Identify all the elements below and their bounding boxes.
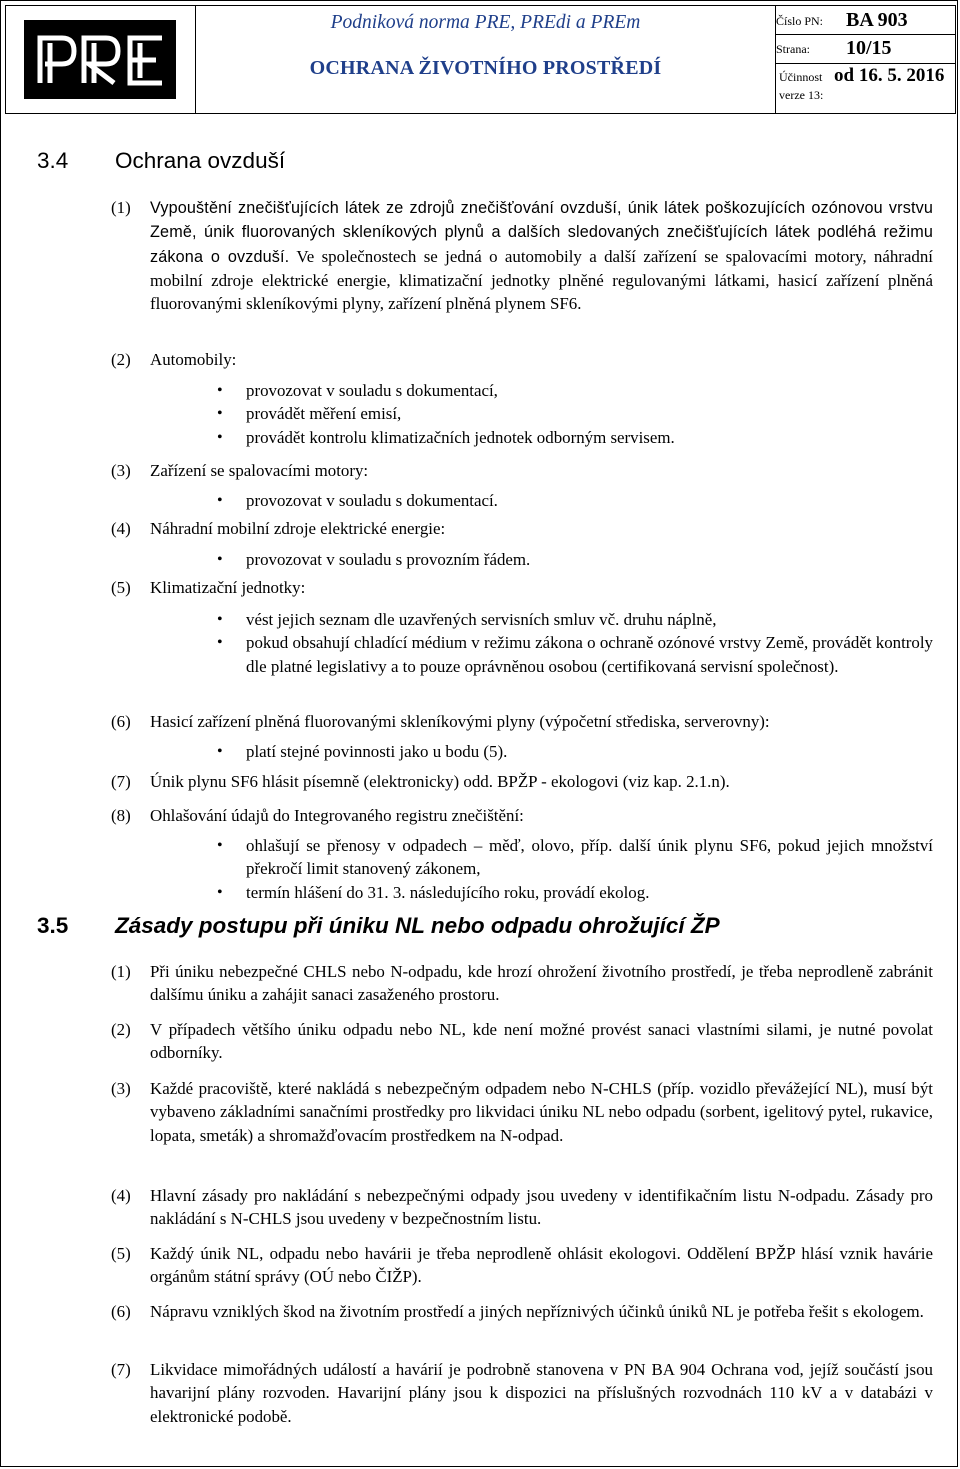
- effective-date-label: Účinnost: [779, 70, 823, 84]
- metadata-cell: [776, 6, 955, 113]
- list-item: • provozovat v souladu s dokumentací.: [211, 489, 933, 512]
- paragraph-text: Ohlašování údajů do Integrovaného registru znečištění:: [150, 806, 524, 825]
- section-title: Ochrana ovzduší: [115, 148, 286, 173]
- document-number-value: BA 903: [846, 9, 908, 31]
- paragraph-text: Zařízení se spalovacími motory:: [150, 461, 369, 480]
- title-cell: [196, 6, 776, 113]
- version-label: verze 13:: [779, 88, 824, 102]
- version-row: [779, 88, 955, 108]
- paragraph-text: Každé pracoviště, které nakládá s nebezpečným odpadem nebo N-CHLS (příp. vozidlo převážející NL), musí být vybaveno základními sanačními prostředky pro likvidaci úniku NL nebo odpadu (sorbent, igelitový pytel, rukavice, lopata, smeták) a shromažďovacím prostředkem na N-odpad.: [150, 1079, 933, 1145]
- paragraph-text: Likvidace mimořádných událostí a havárií je podrobně stanovena v PN BA 904 Ochrana vod, jejíž součástí jsou havarijní plány rozvoden. Havarijní plány jsou k dispozici na příslušných rozvodnách 110 kV a v databázi v elektronické podobě.: [150, 1360, 933, 1426]
- bullet-list-air-conditioning: [211, 608, 933, 678]
- paragraph-number: (4): [111, 519, 131, 538]
- bullet-list-combustion-devices: [211, 489, 933, 512]
- effective-date-value: od 16. 5. 2016: [834, 65, 945, 86]
- section-heading-3-5: [37, 913, 720, 939]
- page-number-value: 10/15: [846, 37, 892, 59]
- section-title: Zásady postupu při úniku NL nebo odpadu ohrožující ŽP: [115, 913, 720, 938]
- paragraph-number: (3): [111, 461, 131, 480]
- list-item: • termín hlášení do 31. 3. následujícího roku, provádí ekolog.: [211, 881, 933, 904]
- paragraph-number: (8): [111, 806, 131, 825]
- paragraph-number: (1): [111, 198, 131, 217]
- paragraph-number: (2): [111, 1020, 131, 1039]
- list-item: • vést jejich seznam dle uzavřených servisních smluv vč. druhu náplně,: [211, 608, 933, 631]
- paragraph-3-4-8: [111, 804, 933, 827]
- paragraph-text-sans: Vypouštění znečišťujících látek ze zdrojů znečišťování ovzduší, únik látek poškozujících ozónovou vrstvu Země, únik fluorovaných skleníkových plynů a dalších sledovaných znečišťujících látek podléhá režimu zákona o ovzduší.: [150, 199, 933, 266]
- bullet-list-power-sources: [211, 548, 933, 571]
- paragraph-3-4-1: [111, 196, 933, 315]
- paragraph-3-5-4: [111, 1184, 933, 1231]
- paragraph-number: (5): [111, 1244, 131, 1263]
- paragraph-number: (7): [111, 772, 131, 791]
- document-header: [5, 5, 956, 114]
- paragraph-text: Únik plynu SF6 hlásit písemně (elektronicky) odd. BPŽP - ekologovi (viz kap. 2.1.n).: [150, 772, 730, 791]
- paragraph-text: Klimatizační jednotky:: [150, 578, 306, 597]
- paragraph-text: Hlavní zásady pro nakládání s nebezpečnými odpady jsou uvedeny v identifikačním listu N-odpadu. Zásady pro nakládání s N-CHLS jsou uvedeny v bezpečnostním listu.: [150, 1186, 933, 1229]
- list-item: • platí stejné povinnosti jako u bodu (5).: [211, 740, 933, 763]
- paragraph-number: (7): [111, 1360, 131, 1379]
- list-item: • ohlašují se přenosy v odpadech – měď, olovo, příp. další únik plynu SF6, pokud jejich množství překročí limit stanovený zákonem,: [211, 834, 933, 881]
- paragraph-3-5-5: [111, 1242, 933, 1289]
- page-number-row: [776, 36, 955, 64]
- pre-logo: [24, 20, 176, 99]
- bullet-list-pollution-register: [211, 834, 933, 904]
- norm-title: Podniková norma PRE, PREdi a PREm: [330, 12, 641, 33]
- paragraph-text: V případech většího úniku odpadu nebo NL, kde není možné provést sanaci vlastními silami, je nutné povolat odborníky.: [150, 1020, 933, 1063]
- document-number-row: [776, 8, 955, 35]
- paragraph-number: (1): [111, 962, 131, 981]
- paragraph-text: Při úniku nebezpečné CHLS nebo N-odpadu, kde hrozí ohrožení životního prostředí, je třeba neprodleně zabránit dalšímu úniku a zahájit sanaci zasaženého prostoru.: [150, 962, 933, 1005]
- bullet-list-fire-extinguishers: [211, 740, 933, 763]
- list-item: • provozovat v souladu s dokumentací,: [211, 379, 933, 402]
- effective-date-row: [779, 64, 955, 88]
- paragraph-text: Náhradní mobilní zdroje elektrické energie:: [150, 519, 446, 538]
- paragraph-3-4-6: [111, 710, 933, 733]
- paragraph-3-4-5: [111, 576, 933, 599]
- list-item: • pokud obsahují chladící médium v režimu zákona o ochraně ozónové vrstvy Země, provádět kontroly dle platné legislativy a to pouze oprávněnou osobou (certifikovaná servisní společnost).: [211, 631, 933, 678]
- paragraph-text: Nápravu vzniklých škod na životním prostředí a jiných nepříznivých účinků úniků NL je potřeba řešit s ekologem.: [150, 1302, 924, 1321]
- paragraph-text: [150, 196, 933, 315]
- document-title: OCHRANA ŽIVOTNÍHO PROSTŘEDÍ: [309, 57, 662, 79]
- paragraph-text: Každý únik NL, odpadu nebo havárii je třeba neprodleně ohlásit ekologovi. Oddělení BPŽP hlásí vznik havárie orgánům státní správy (OÚ nebo ČIŽP).: [150, 1244, 933, 1287]
- paragraph-3-5-6: [111, 1300, 933, 1323]
- list-item: • provádět kontrolu klimatizačních jednotek odborným servisem.: [211, 426, 933, 449]
- section-number: 3.4: [37, 148, 69, 173]
- paragraph-3-4-7: [111, 770, 933, 793]
- page-number-label: Strana:: [776, 42, 810, 56]
- paragraph-text-serif: Ve společnostech se jedná o automobily a další zařízení se spalovacími motory, náhradní mobilní zdroje elektrické energie, klimatizační jednotky plněné regulovanými látkami, hasicí zařízení plněná fluorovanými skleníkovými plyny, zařízení plněná plynem SF6.: [150, 246, 934, 314]
- paragraph-number: (5): [111, 578, 131, 597]
- paragraph-number: (3): [111, 1079, 131, 1098]
- document-number-label: Číslo PN:: [776, 14, 824, 28]
- paragraph-number: (6): [111, 712, 131, 731]
- paragraph-number: (4): [111, 1186, 131, 1205]
- paragraph-3-4-4: [111, 517, 933, 540]
- list-item: • provádět měření emisí,: [211, 402, 933, 425]
- section-number: 3.5: [37, 913, 69, 938]
- paragraph-3-5-1: [111, 960, 933, 1007]
- section-heading-3-4: [37, 148, 285, 174]
- paragraph-text: Automobily:: [150, 350, 237, 369]
- logo-cell: [6, 6, 196, 113]
- list-item: • provozovat v souladu s provozním řádem.: [211, 548, 933, 571]
- paragraph-3-4-3: [111, 459, 933, 482]
- paragraph-3-5-2: [111, 1018, 933, 1065]
- pre-logo-graphic: [24, 20, 176, 99]
- paragraph-3-5-3: [111, 1077, 933, 1147]
- bullet-list-automobiles: [211, 379, 933, 449]
- paragraph-number: (6): [111, 1302, 131, 1321]
- paragraph-text: Hasicí zařízení plněná fluorovanými skleníkovými plyny (výpočetní střediska, serverovny):: [150, 712, 770, 731]
- paragraph-3-4-2: [111, 348, 933, 371]
- paragraph-3-5-7: [111, 1358, 933, 1428]
- paragraph-number: (2): [111, 350, 131, 369]
